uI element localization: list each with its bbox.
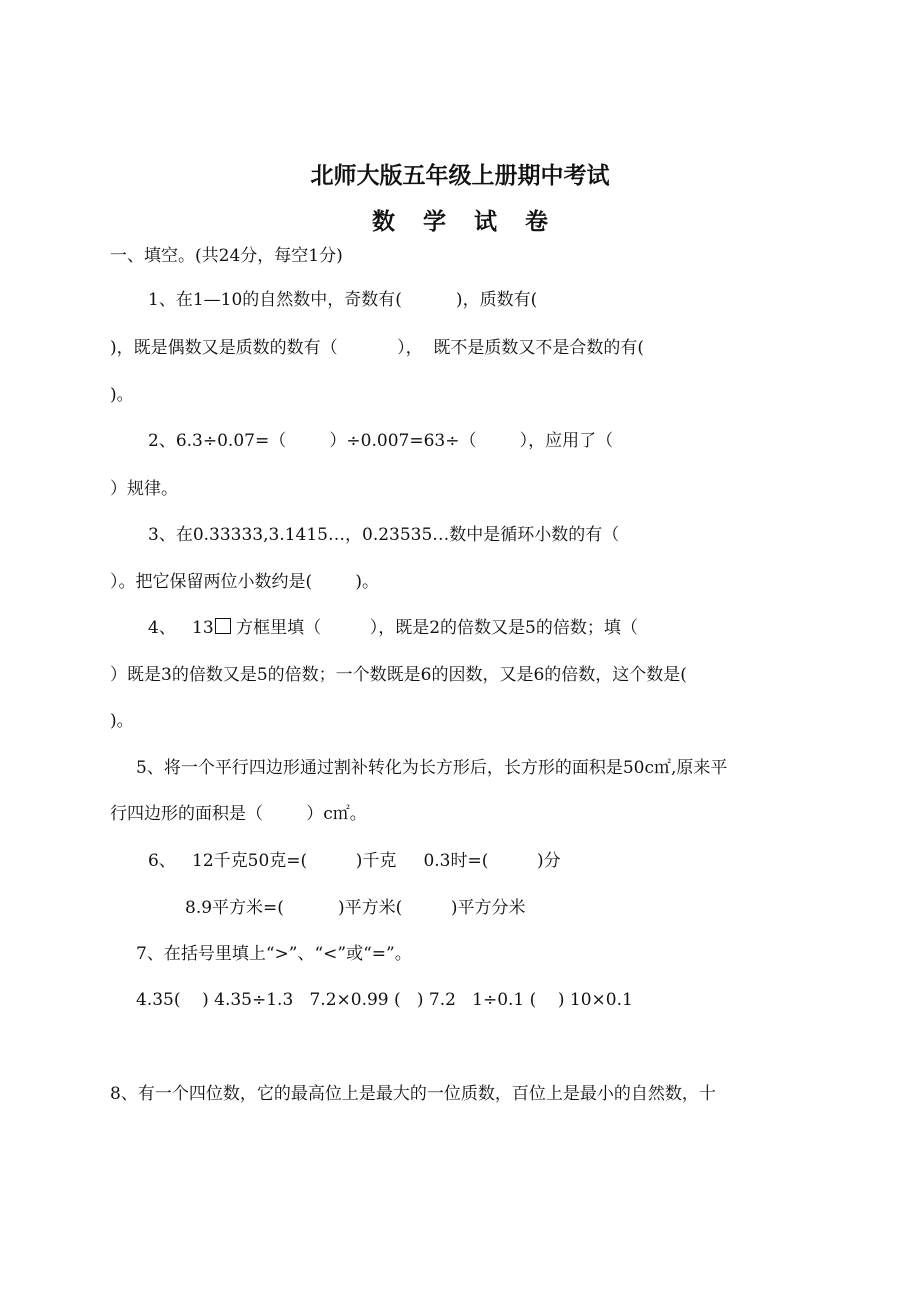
question-4-line-2: ）既是3的倍数又是5的倍数；一个数既是6的因数，又是6的倍数，这个数是( — [110, 665, 687, 685]
page-title: 北师大版五年级上册期中考试 — [310, 162, 610, 189]
question-5-line-1: 5、将一个平行四边形通过割补转化为长方形后，长方形的面积是50c㎡,原来平 — [136, 758, 728, 778]
question-6-line-1: 6、 12千克50克=( )千克 0.3时=( )分 — [148, 851, 561, 871]
question-4-line-3: )。 — [110, 711, 134, 731]
question-1-line-1: 1、在1—10的自然数中，奇数有( )，质数有( — [148, 290, 538, 310]
question-3-line-1: 3、在0.33333,3.1415…，0.23535…数中是循环小数的有（ — [148, 525, 620, 545]
question-1-line-3: )。 — [110, 385, 134, 405]
section-heading: 一、填空。(共24分，每空1分) — [110, 246, 343, 266]
square-box-icon — [215, 618, 231, 634]
question-2-line-2: ）规律。 — [110, 479, 178, 499]
question-6-line-2: 8.9平方米=( )平方米( )平方分米 — [185, 898, 526, 918]
question-7-line-2: 4.35( ) 4.35÷1.3 7.2×0.99 ( ) 7.2 1÷0.1 ( ) 10×0.1 — [136, 990, 633, 1010]
question-3-line-2: ）。把它保留两位小数约是( )。 — [110, 572, 379, 592]
question-8-line-1: 8、有一个四位数，它的最高位上是最大的一位质数，百位上是最小的自然数，十 — [110, 1084, 716, 1104]
question-4-line-1 — [148, 615, 920, 641]
question-4-suffix: 方框里填（ ），既是2的倍数又是5的倍数；填（ — [230, 618, 638, 638]
question-4-prefix: 4、 13 — [148, 618, 214, 638]
page-subtitle: 数 学 试 卷 — [371, 208, 559, 235]
question-5-line-2: 行四边形的面积是（ ）c㎡。 — [110, 804, 367, 824]
question-1-line-2: )，既是偶数又是质数的数有（ ）， 既不是质数又不是合数的有( — [110, 338, 645, 358]
question-2-line-1: 2、6.3÷0.07=（ ）÷0.007=63÷（ ），应用了（ — [148, 431, 614, 451]
question-7-line-1: 7、在括号里填上“>”、“<”或“=”。 — [136, 944, 412, 964]
